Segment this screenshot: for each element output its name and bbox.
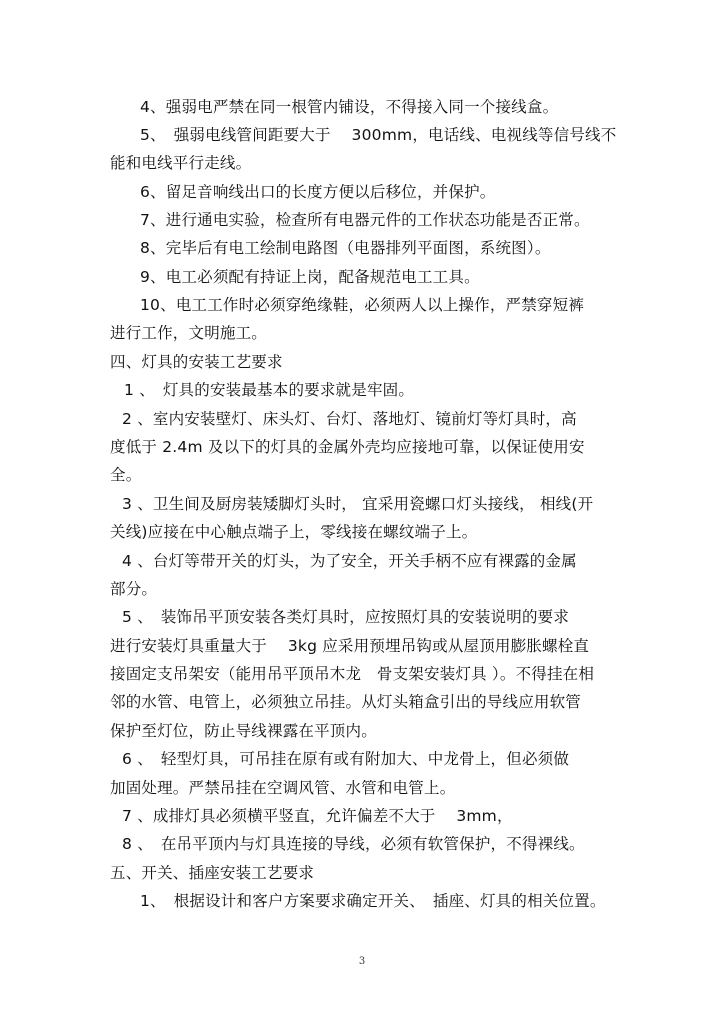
text-line-7: 9、电工必须配有持证上岗，配备规范电工工具。: [140, 268, 480, 286]
text-line-11: 1 、 灯具的安装最基本的要求就是牢固。: [124, 381, 415, 399]
text-line-17: 4 、台灯等带开关的灯头，为了安全，开关手柄不应有裸露的金属: [122, 552, 577, 570]
text-line-15: 3 、卫生间及厨房装矮脚灯头时， 宜采用瓷螺口灯头接线， 相线(开: [122, 495, 594, 513]
text-line-4: 6、留足音响线出口的长度方便以后移位，并保护。: [140, 183, 496, 201]
text-line-19: 5 、 装饰吊平顶安装各类灯具时，应按照灯具的安装说明的要求: [122, 608, 570, 626]
section-heading-5: 五、开关、插座安装工艺要求: [110, 864, 315, 882]
text-line-20: 进行安装灯具重量大于 3kg 应采用预埋吊钩或从屋顶用膨胀螺栓直: [110, 637, 590, 655]
page-number: 3: [358, 956, 366, 967]
text-line-1: 4、强弱电严禁在同一根管内铺设，不得接入同一个接线盒。: [140, 98, 559, 116]
section-heading-4: 四、灯具的安装工艺要求: [110, 353, 283, 371]
text-line-23: 保护至灯位，防止导线裸露在平顶内。: [110, 722, 377, 740]
text-line-21: 接固定支吊架安（能用吊平顶吊木龙 骨支架安装灯具 ）。不得挂在相: [110, 665, 595, 683]
text-line-25: 加固处理。严禁吊挂在空调风管、水管和电管上。: [110, 779, 456, 797]
text-line-16: 关线)应接在中心触点端子上，零线接在螺纹端子上。: [110, 523, 478, 541]
text-line-3: 能和电线平行走线。: [110, 154, 252, 172]
text-line-22: 邻的水管、电管上，必须独立吊挂。从灯头箱盒引出的导线应用软管: [110, 693, 582, 711]
text-line-5: 7、进行通电实验，检查所有电器元件的工作状态功能是否正常。: [140, 211, 590, 229]
text-line-8: 10、电工工作时必须穿绝缘鞋，必须两人以上操作，严禁穿短裤: [140, 296, 585, 314]
text-line-27: 8 、 在吊平顶内与灯具连接的导线，必须有软管保护，不得裸线。: [122, 835, 585, 853]
text-line-12: 2 、室内安装壁灯、床头灯、台灯、落地灯、镜前灯等灯具时，高: [122, 410, 577, 428]
text-line-24: 6 、 轻型灯具，可吊挂在原有或有附加大、中龙骨上，但必须做: [122, 750, 570, 768]
text-line-14: 全。: [110, 466, 142, 484]
text-line-13: 度低于 2.4m 及以下的灯具的金属外壳均应接地可靠，以保证使用安: [110, 438, 585, 456]
text-line-6: 8、完毕后有电工绘制电路图（电器排列平面图，系统图）。: [140, 239, 551, 257]
text-line-2: 5、 强弱电线管间距要大于 300mm，电话线、电视线等信号线不: [140, 126, 617, 144]
text-line-26: 7 、成排灯具必须横平竖直，允许偏差不大于 3mm，: [122, 807, 513, 825]
text-line-18: 部分。: [110, 580, 158, 598]
text-line-29: 1、 根据设计和客户方案要求确定开关、 插座、灯具的相关位置。: [140, 892, 606, 910]
text-line-9: 进行工作，文明施工。: [110, 324, 268, 342]
